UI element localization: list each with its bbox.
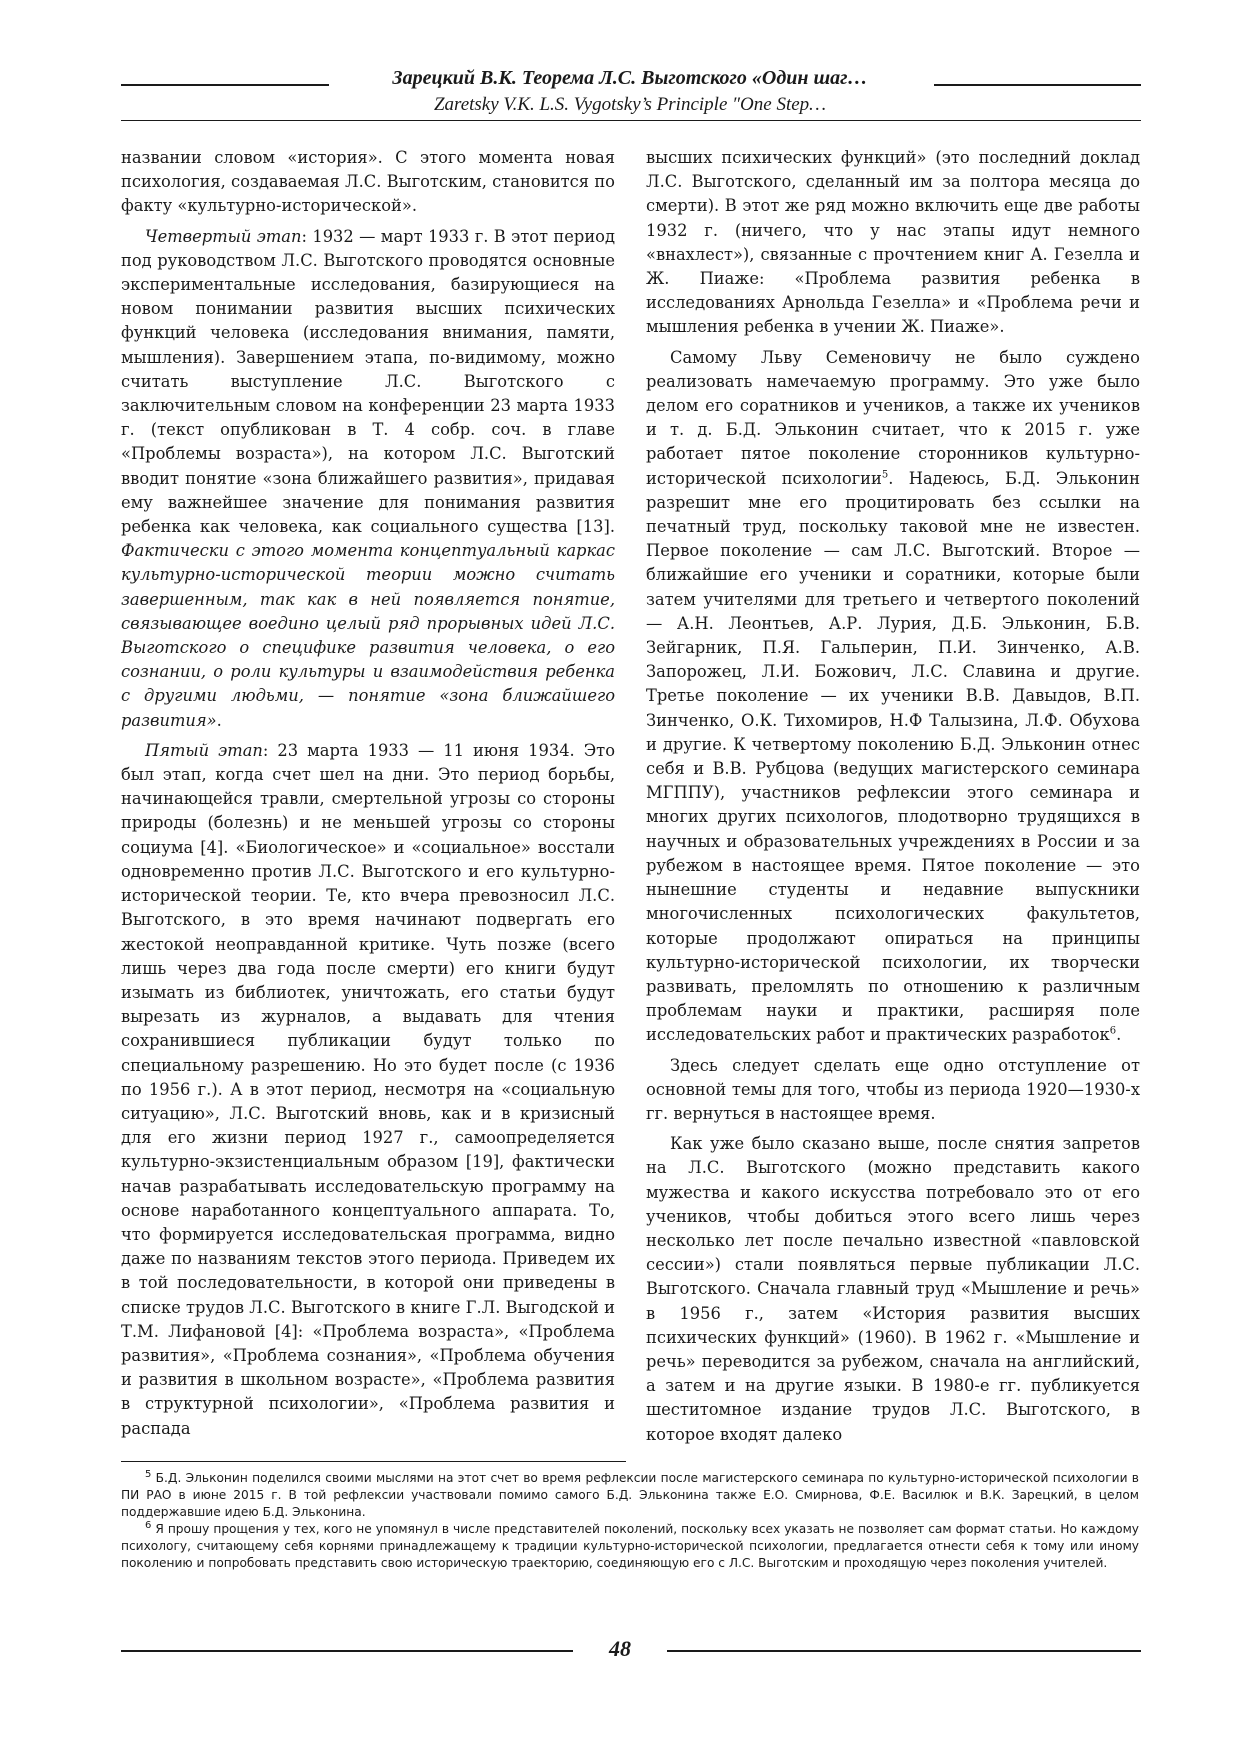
right-paragraph-digression: Здесь следует сделать еще одно отступление от основной темы для того, чтобы из периода 1920—1930-х гг. вернуться в настоящее время. <box>646 1055 1140 1123</box>
left-paragraph-1: названии словом «история». С этого момента новая психология, создаваемая Л.С. Выготским, становится по факту «культурно-исторической». <box>121 148 615 216</box>
left-column <box>121 146 615 1458</box>
footnote-6-text: Я прошу прощения у тех, кого не упомянул в числе представителей поколений, поскольку всех указать не позволяет сам формат статьи. Но каждому психологу, считающему себя корнями принадлежащему к традиции культурно-исторической психологии, предлагается отнести себя к тому или иному поколению и попробовать представить свою историческую траекторию, соединяющую его с Л.С. Выготским и проходящую через поколения учителей. <box>121 1522 1139 1570</box>
generations-text-b: . Надеюсь, Б.Д. Эльконин разрешит мне его процитировать без ссылки на печатный труд, поскольку таковой мне не известен. Первое поколение — сам Л.С. Выготский. Второе — ближайшие его ученики и соратники, которые были затем учителями для третьего и четвертого поколений — А.Н. Леонтьев, А.Р. Лурия, Д.Б. Эльконин, Б.В. Зейгарник, П.Я. Гальперин, П.И. Зинченко, А.В. Запорожец, Л.И. Божович, Л.С. Славина и другие. Третье поколение — их ученики В.В. Давыдов, В.П. Зинченко, О.К. Тихомиров, Н.Ф Талызина, Л.Ф. Обухова и другие. К четвертому поколению Б.Д. Эльконин отнес себя и В.В. Рубцова (ведущих магистерского семинара МГППУ), участников рефлексии этого семинара и многих других психологов, плодотворно трудящихся в научных и образовательных учреждениях в России и за рубежом в настоящее время. Пятое поколение — это нынешние студенты и недавние выпускники многочисленных психологических факультетов, которые продолжают опираться на принципы культурно-исторической психологии, их творчески развивать, преломлять по отношению к различным проблемам науки и практики, расширяя поле исследовательских работ и практических разработок <box>646 468 1140 1045</box>
stage-4-text: : 1932 — март 1933 г. В этот период под руководством Л.С. Выготского проводятся основные экспериментальные исследования, базирующиеся на новом понимании развития высших психических функций человека (исследования внимания, памяти, мышления). Завершением этапа, по-видимому, можно считать выступление Л.С. Выготского с заключительным словом на конференции 23 марта 1933 г. (текст опубликован в Т. 4 собр. соч. в главе «Проблемы возраста»), на котором Л.С. Выготский вводит понятие «зона ближайшего развития», придавая ему важнейшее значение для понимания развития ребенка как человека, как социального существа [13]. <box>121 226 615 537</box>
header-rule-right <box>934 84 1141 86</box>
stage-4-label: Четвертый этап <box>145 226 302 246</box>
running-header-title-ru: Зарецкий В.К. Теорема Л.С. Выготского «Один шаг… <box>392 67 868 89</box>
right-paragraph-generations <box>646 346 1140 1048</box>
stage-5-text: : 23 марта 1933 — 11 июня 1934. Это был этап, когда счет шел на дни. Это период борьбы, начинающейся травли, смертельной угрозы со стороны природы (болезнь) и не меньшей угрозы со стороны социума [4]. «Биологическое» и «социальное» восстали одновременно против Л.С. Выготского и его культурно-исторической теории. Те, кто вчера превозносил Л.С. Выготского, в это время начинают подвергать его жестокой неоправданной критике. Чуть позже (всего лишь через два года после смерти) его книги будут изымать из библиотек, уничтожать, его статьи будут вырезать из журналов, а выдавать для чтения сохранившиеся публикации будут только по специальному разрешению. Но это будет после (с 1936 по 1956 г.). А в этот период, несмотря на «социальную ситуацию», Л.С. Выготский вновь, как и в кризисный для его жизни период 1927 г., самоопределяется культурно-экзистенциальным образом [19], фактически начав разрабатывать исследовательскую программу на основе наработанного концептуального аппарата. То, что формируется исследовательская программа, видно даже по названиям текстов этого периода. Приведем их в той последовательности, в которой они приведены в списке трудов Л.С. Выготского в книге Г.Л. Выгодской и Т.М. Лифановой [4]: «Проблема возраста», «Проблема развития», «Проблема сознания», «Проблема обучения и развития в школьном возрасте», «Проблема развития в структурной психологии», «Проблема развития и распада <box>121 740 615 1438</box>
right-paragraph-publications: Как уже было сказано выше, после снятия запретов на Л.С. Выготского (можно представить какого мужества и какого искусства потребовало это от его учеников, чтобы добиться этого всего лишь через несколько лет после печально известной «павловской сессии») стали появляться первые публикации Л.С. Выготского. Сначала главный труд «Мышление и речь» в 1956 г., затем «История развития высших психических функций» (1960). В 1962 г. «Мышление и речь» переводится за рубежом, сначала на английский, а затем и на другие языки. В 1980-е гг. публикуется шеститомное издание трудов Л.С. Выготского, в которое входят далеко <box>646 1134 1140 1444</box>
footnote-ref-6[interactable]: 6 <box>1109 1025 1117 1037</box>
right-paragraph-1: высших психических функций» (это последний доклад Л.С. Выготского, сделанный им за полтора месяца до смерти). В этот же ряд можно включить еще две работы 1932 г. (ничего, что у нас этапы идут немного «внахлест»), связанные с прочтением книг А. Гезелла и Ж. Пиаже: «Проблема развития ребенка в исследованиях Арнольда Гезелла» и «Проблема речи и мышления ребенка в учении Ж. Пиаже». <box>646 148 1140 337</box>
footnote-6 <box>121 1521 1139 1572</box>
footnote-5-mark: 5 <box>145 1468 152 1480</box>
footnote-ref-5[interactable]: 5 <box>881 469 889 481</box>
stage-4-end: . <box>216 710 222 730</box>
footnote-5-text: Б.Д. Эльконин поделился своими мыслями на этот счет во время рефлексии после магистерского семинара по культурно-исторической психологии в ПИ РАО в июне 2015 г. В той рефлексии участвовали помимо самого Б.Д. Эльконина также Е.О. Смирнова, Ф.Е. Василюк и В.К. Зарецкий, в целом поддержавшие идею Б.Д. Эльконина. <box>121 1471 1139 1519</box>
page-number: 48 <box>609 1636 631 1661</box>
footer-rule-right <box>667 1650 1141 1652</box>
footnotes <box>121 1470 1139 1572</box>
left-paragraph-stage-4 <box>121 225 615 733</box>
left-paragraph-stage-5 <box>121 739 615 1441</box>
footnote-5 <box>121 1470 1139 1521</box>
right-column <box>646 146 1140 1458</box>
footnote-separator <box>121 1461 626 1462</box>
stage-5-label: Пятый этап <box>145 740 263 760</box>
generations-text-c: . <box>1116 1025 1122 1045</box>
footer-rule-left <box>121 1650 573 1652</box>
header-rule-left <box>121 84 329 86</box>
generations-text-a: Самому Льву Семеновичу не было суждено реализовать намечаемую программу. Это уже было делом его соратников и учеников, а также их учеников и т. д. Б.Д. Эльконин считает, что к 2015 г. уже работает пятое поколение сторонников культурно-исторической психологии <box>646 347 1140 488</box>
footnote-6-mark: 6 <box>145 1519 152 1531</box>
running-header-title-en: Zaretsky V.K. L.S. Vygotsky’s Principle ″One Step… <box>433 94 827 115</box>
stage-4-italic-text: Фактически с этого момента концептуальный каркас культурно-исторической теории можно считать завершенным, так как в ней появляется понятие, связывающее воедино целый ряд прорывных идей Л.С. Выготского о специфике развития человека, о его сознании, о роли культуры и взаимодействия ребенка с другими людьми, — понятие «зона ближайшего развития» <box>121 541 615 730</box>
header-rule-bottom <box>121 120 1141 121</box>
